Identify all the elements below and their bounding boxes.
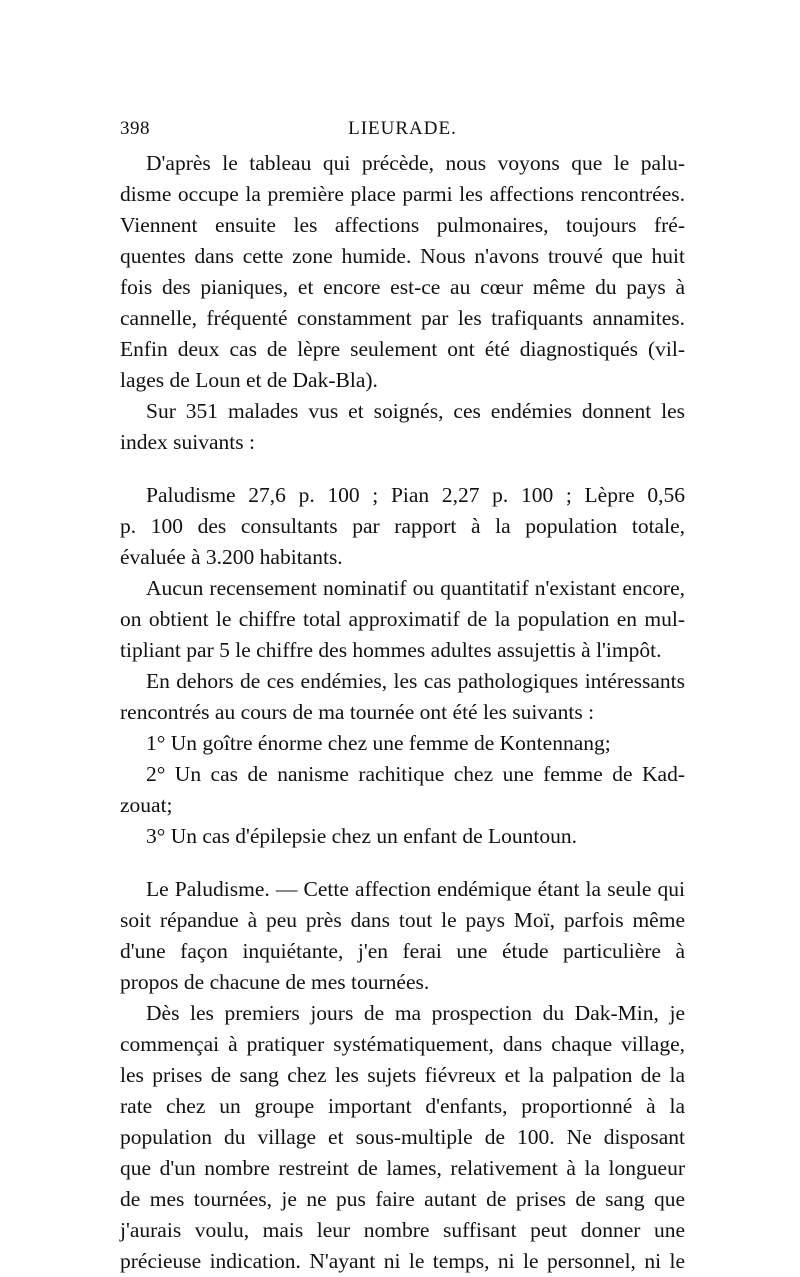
text-line: 2° Un cas de nanisme rachitique chez une femme de Kad- <box>146 762 685 786</box>
paragraph <box>120 821 685 852</box>
text-line: cannelle, fréquenté constamment par les trafiquants annamites. <box>120 306 685 330</box>
paragraph <box>120 998 685 1277</box>
paragraph <box>120 728 685 759</box>
text-line: Paludisme 27,6 p. 100 ; Pian 2,27 p. 100 ; Lèpre 0,56 <box>146 483 685 507</box>
text-line: population du village et sous-multiple de 100. Ne disposant <box>120 1125 685 1149</box>
text-line: 3° Un cas d'épilepsie chez un enfant de Lountoun. <box>146 824 577 848</box>
text-line: soit répandue à peu près dans tout le pays Moï, parfois même <box>120 908 685 932</box>
text-line: Le Paludisme. — Cette affection endémique étant la seule qui <box>146 877 685 901</box>
text-line: index suivants : <box>120 430 255 454</box>
paragraph <box>120 666 685 728</box>
paragraph <box>120 759 685 821</box>
text-line: Aucun recensement nominatif ou quantitatif n'existant encore, <box>146 576 685 600</box>
text-line: rencontrés au cours de ma tournée ont été les suivants : <box>120 700 595 724</box>
text-line: j'aurais voulu, mais leur nombre suffisant peut donner une <box>120 1218 685 1242</box>
text-line: En dehors de ces endémies, les cas pathologiques intéressants <box>146 669 685 693</box>
spacer <box>120 852 685 874</box>
running-title: LIEURADE. <box>348 118 457 139</box>
text-line: de mes tournées, je ne pus faire autant de prises de sang que <box>120 1187 685 1211</box>
spacer <box>120 458 685 480</box>
text-line: p. 100 des consultants par rapport à la population totale, <box>120 514 685 538</box>
text-line: D'après le tableau qui précède, nous voyons que le palu- <box>146 151 685 175</box>
text-line: on obtient le chiffre total approximatif de la population en mul- <box>120 607 685 631</box>
text-line: disme occupe la première place parmi les affections rencontrées. <box>120 182 685 206</box>
text-line: commençai à pratiquer systématiquement, dans chaque village, <box>120 1032 685 1056</box>
paragraph <box>120 396 685 458</box>
text-line: Sur 351 malades vus et soignés, ces endémies donnent les <box>146 399 685 423</box>
text-line: évaluée à 3.200 habitants. <box>120 545 343 569</box>
text-line: d'une façon inquiétante, j'en ferai une étude particulière à <box>120 939 685 963</box>
paragraph <box>120 148 685 396</box>
body-text <box>120 148 685 1277</box>
page-number: 398 <box>120 118 150 139</box>
paragraph <box>120 874 685 998</box>
book-page <box>120 118 685 1277</box>
text-line: rate chez un groupe important d'enfants, proportionné à la <box>120 1094 685 1118</box>
text-line: que d'un nombre restreint de lames, relativement à la longueur <box>120 1156 685 1180</box>
paragraph <box>120 573 685 666</box>
running-head <box>120 118 685 148</box>
text-line: Dès les premiers jours de ma prospection du Dak-Min, je <box>146 1001 685 1025</box>
text-line: les prises de sang chez les sujets fiévreux et la palpation de la <box>120 1063 685 1087</box>
text-line: fois des pianiques, et encore est-ce au cœur même du pays à <box>120 275 685 299</box>
paragraph <box>120 480 685 573</box>
text-line: quentes dans cette zone humide. Nous n'avons trouvé que huit <box>120 244 685 268</box>
text-line: tipliant par 5 le chiffre des hommes adultes assujettis à l'impôt. <box>120 638 662 662</box>
text-line: zouat; <box>120 793 173 817</box>
text-line: propos de chacune de mes tournées. <box>120 970 430 994</box>
text-line: 1° Un goître énorme chez une femme de Kontennang; <box>146 731 611 755</box>
text-line: Viennent ensuite les affections pulmonaires, toujours fré- <box>120 213 685 237</box>
text-line: lages de Loun et de Dak-Bla). <box>120 368 378 392</box>
text-line: précieuse indication. N'ayant ni le temps, ni le personnel, ni le <box>120 1249 685 1273</box>
text-line: Enfin deux cas de lèpre seulement ont été diagnostiqués (vil- <box>120 337 685 361</box>
